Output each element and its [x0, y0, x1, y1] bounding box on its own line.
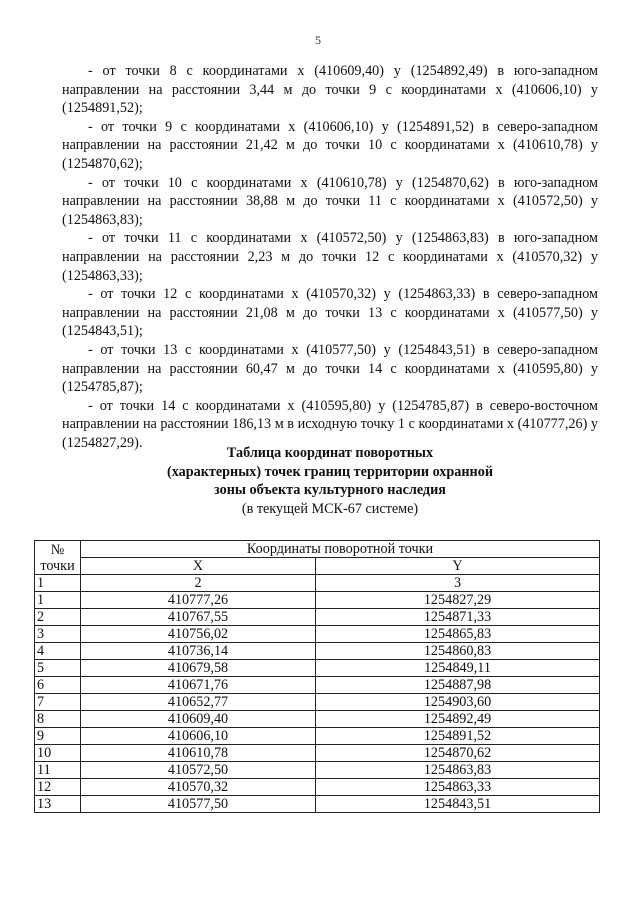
y-coordinate-cell: 1254863,83: [316, 762, 600, 779]
table-row: [35, 643, 600, 660]
table-row: [35, 592, 600, 609]
index-cell: 1: [35, 575, 81, 592]
table-row: [35, 626, 600, 643]
x-coordinate-cell: 410671,76: [81, 677, 316, 694]
paragraph: - от точки 12 с координатами х (410570,32) у (1254863,33) в северо-западном направлении на расстоянии 21,08 м до точки 13 с координатами х (410577,50) у (1254843,51);: [62, 286, 598, 340]
x-coordinate-cell: 410572,50: [81, 762, 316, 779]
header-point-word: точки: [40, 558, 75, 574]
y-coordinate-cell: 1254891,52: [316, 728, 600, 745]
x-coordinate-cell: 410609,40: [81, 711, 316, 728]
table-row: [35, 728, 600, 745]
paragraph: - от точки 13 с координатами х (410577,50) у (1254843,51) в северо-западном направлении на расстоянии 60,47 м до точки 14 с координатами х (410595,80) у (1254785,87);: [62, 341, 598, 396]
y-coordinate-cell: 1254827,29: [316, 592, 600, 609]
point-number-cell: 3: [35, 626, 81, 643]
table-title-line: Таблица координат поворотных: [226, 445, 434, 461]
y-coordinate-cell: 1254903,60: [316, 694, 600, 711]
table-title-line: зоны объекта культурного наследия: [214, 482, 446, 498]
coordinates-table-wrapper: [34, 540, 599, 813]
x-coordinate-cell: 410652,77: [81, 694, 316, 711]
point-number-cell: 2: [35, 609, 81, 626]
column-header-x: X: [81, 558, 316, 575]
point-number-cell: 13: [35, 796, 81, 813]
y-coordinate-cell: 1254860,83: [316, 643, 600, 660]
x-coordinate-cell: 410610,78: [81, 745, 316, 762]
coordinates-table: [34, 540, 600, 813]
table-header-row: [35, 541, 600, 558]
table-row: [35, 711, 600, 728]
point-number-cell: 1: [35, 592, 81, 609]
point-number-cell: 7: [35, 694, 81, 711]
column-header-point-number: [35, 541, 81, 575]
point-number-cell: 8: [35, 711, 81, 728]
x-coordinate-cell: 410777,26: [81, 592, 316, 609]
point-number-cell: 10: [35, 745, 81, 762]
index-cell: 2: [81, 575, 316, 592]
y-coordinate-cell: 1254871,33: [316, 609, 600, 626]
table-row: [35, 660, 600, 677]
paragraph: - от точки 10 с координатами х (410610,78) у (1254870,62) в юго-западном направлении на расстоянии 38,88 м до точки 11 с координатами х (410572,50) у (1254863,83);: [62, 174, 598, 228]
x-coordinate-cell: 410606,10: [81, 728, 316, 745]
y-coordinate-cell: 1254863,33: [316, 779, 600, 796]
table-subheader-row: [35, 558, 600, 575]
table-title-line: (характерных) точек границ территории охранной: [167, 463, 493, 480]
table-body: [35, 592, 600, 813]
table-row: [35, 694, 600, 711]
y-coordinate-cell: 1254887,98: [316, 677, 600, 694]
table-index-row: [35, 575, 600, 592]
y-coordinate-cell: 1254870,62: [316, 745, 600, 762]
paragraph: - от точки 14 с координатами х (410595,80) у (1254785,87) в северо-восточном направлении на расстоянии 186,13 м в исходную точку 1 с координатами х (410777,26) у (1254827,29).: [62, 397, 598, 451]
point-number-cell: 9: [35, 728, 81, 745]
point-number-cell: 11: [35, 762, 81, 779]
y-coordinate-cell: 1254843,51: [316, 796, 600, 813]
table-row: [35, 779, 600, 796]
y-coordinate-cell: 1254892,49: [316, 711, 600, 728]
table-row: [35, 796, 600, 813]
header-no-symbol: №: [50, 542, 65, 558]
point-number-cell: 6: [35, 677, 81, 694]
x-coordinate-cell: 410570,32: [81, 779, 316, 796]
paragraph: - от точки 11 с координатами х (410572,50) у (1254863,83) в юго-западном направлении на расстоянии 2,23 м до точки 12 с координатами х (410570,32) у (1254863,33);: [62, 230, 598, 284]
table-row: [35, 762, 600, 779]
point-number-cell: 12: [35, 779, 81, 796]
table-row: [35, 609, 600, 626]
x-coordinate-cell: 410679,58: [81, 660, 316, 677]
table-row: [35, 745, 600, 762]
column-group-header: Координаты поворотной точки: [81, 541, 600, 558]
x-coordinate-cell: 410756,02: [81, 626, 316, 643]
x-coordinate-cell: 410767,55: [81, 609, 316, 626]
table-row: [35, 677, 600, 694]
y-coordinate-cell: 1254849,11: [316, 660, 600, 677]
x-coordinate-cell: 410577,50: [81, 796, 316, 813]
paragraph: - от точки 8 с координатами х (410609,40) у (1254892,49) в юго-западном направлении на расстоянии 3,44 м до точки 9 с координатами х (410606,10) у (1254891,52);: [62, 63, 598, 117]
boundary-description: [62, 62, 598, 452]
point-number-cell: 4: [35, 643, 81, 660]
point-number-cell: 5: [35, 660, 81, 677]
paragraph: - от точки 9 с координатами х (410606,10) у (1254891,52) в северо-западном направлении на расстоянии 21,42 м до точки 10 с координатами х (410610,78) у (1254870,62);: [62, 118, 598, 172]
index-cell: 3: [316, 575, 600, 592]
table-title: [62, 444, 598, 518]
table-subtitle: (в текущей МСК-67 системе): [241, 500, 419, 517]
column-header-y: Y: [316, 558, 600, 575]
y-coordinate-cell: 1254865,83: [316, 626, 600, 643]
x-coordinate-cell: 410736,14: [81, 643, 316, 660]
page-number: 5: [315, 33, 321, 47]
